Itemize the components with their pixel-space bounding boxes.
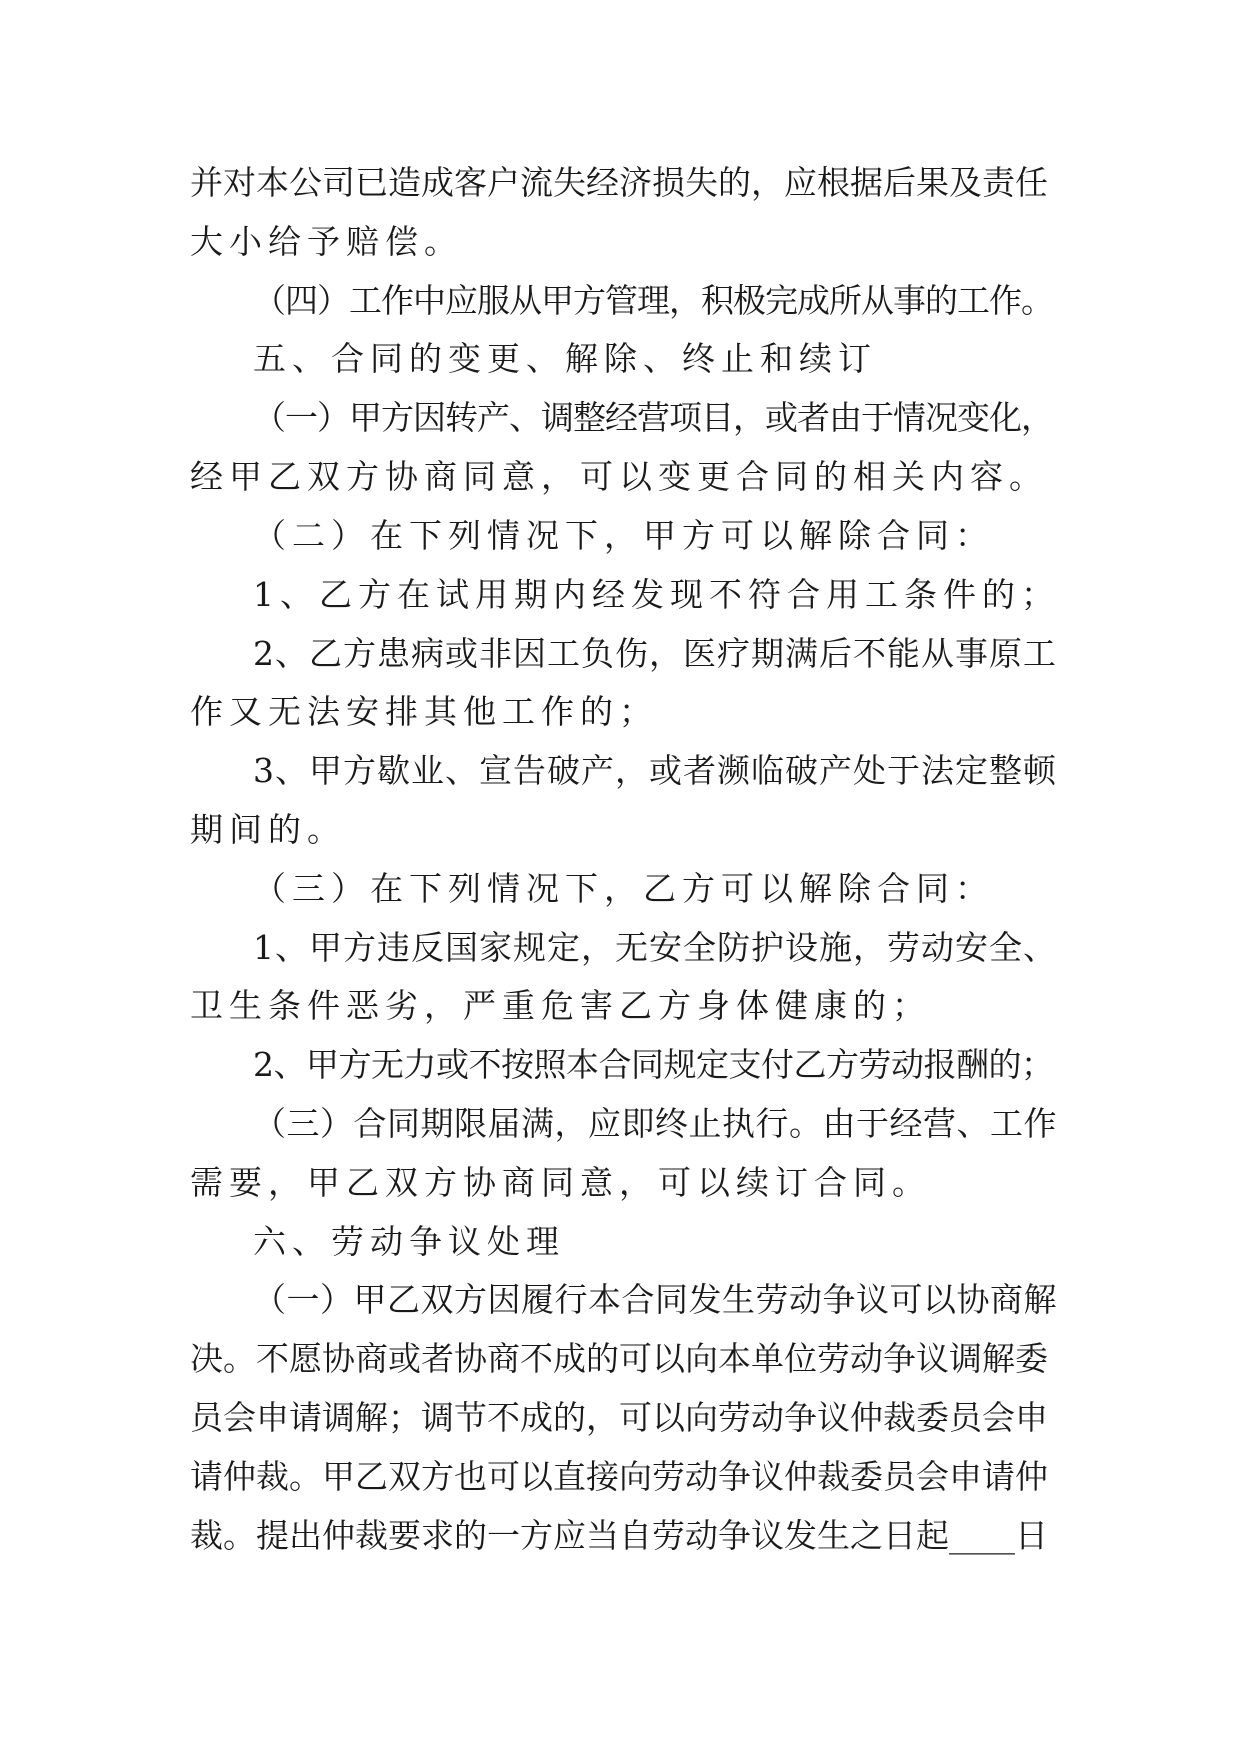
text-line: 员会申请调解；调节不成的，可以向劳动争议仲裁委员会申 — [190, 1398, 1048, 1437]
text-line: 裁。提出仲裁要求的一方应当自劳动争议发生之日起____日 — [190, 1516, 1048, 1555]
text-line: 大小给予赔偿。 — [190, 222, 463, 261]
section-heading: 六、劳动争议处理 — [253, 1222, 565, 1261]
text-line: 作又无法安排其他工作的； — [190, 692, 658, 731]
text-line: （二）在下列情况下，甲方可以解除合同： — [253, 516, 994, 555]
text-line: 2、乙方患病或非因工负伤，医疗期满后不能从事原工 — [253, 634, 1057, 673]
text-line: （一）甲方因转产、调整经营项目，或者由于情况变化， — [253, 398, 1053, 437]
text-line: 决。不愿协商或者协商不成的可以向本单位劳动争议调解委 — [190, 1339, 1048, 1378]
text-line: 卫生条件恶劣，严重危害乙方身体健康的； — [190, 986, 931, 1025]
text-line: 经甲乙双方协商同意，可以变更合同的相关内容。 — [190, 457, 1048, 496]
text-line: 2、甲方无力或不按照本合同规定支付乙方劳动报酬的； — [253, 1045, 1054, 1084]
text-line: （三）合同期限届满，应即终止执行。由于经营、工作 — [253, 1104, 1057, 1143]
text-line: 需要，甲乙双方协商同意，可以续订合同。 — [190, 1163, 931, 1202]
text-line: （三）在下列情况下，乙方可以解除合同： — [253, 869, 994, 908]
text-line: 1、乙方在试用期内经发现不符合用工条件的； — [253, 575, 1060, 614]
text-line: 并对本公司已造成客户流失经济损失的，应根据后果及责任 — [190, 163, 1048, 202]
text-line: 请仲裁。甲乙双方也可以直接向劳动争议仲裁委员会申请仲 — [190, 1457, 1048, 1496]
section-heading: 五、合同的变更、解除、终止和续订 — [253, 339, 877, 378]
text-line: （一）甲乙双方因履行本合同发生劳动争议可以协商解 — [253, 1280, 1057, 1319]
text-line: 1、甲方违反国家规定，无安全防护设施，劳动安全、 — [253, 928, 1057, 967]
text-line: （四）工作中应服从甲方管理，积极完成所从事的工作。 — [253, 281, 1053, 320]
text-line: 期间的。 — [190, 810, 346, 849]
text-line: 3、甲方歇业、宣告破产，或者濒临破产处于法定整顿 — [253, 751, 1057, 790]
